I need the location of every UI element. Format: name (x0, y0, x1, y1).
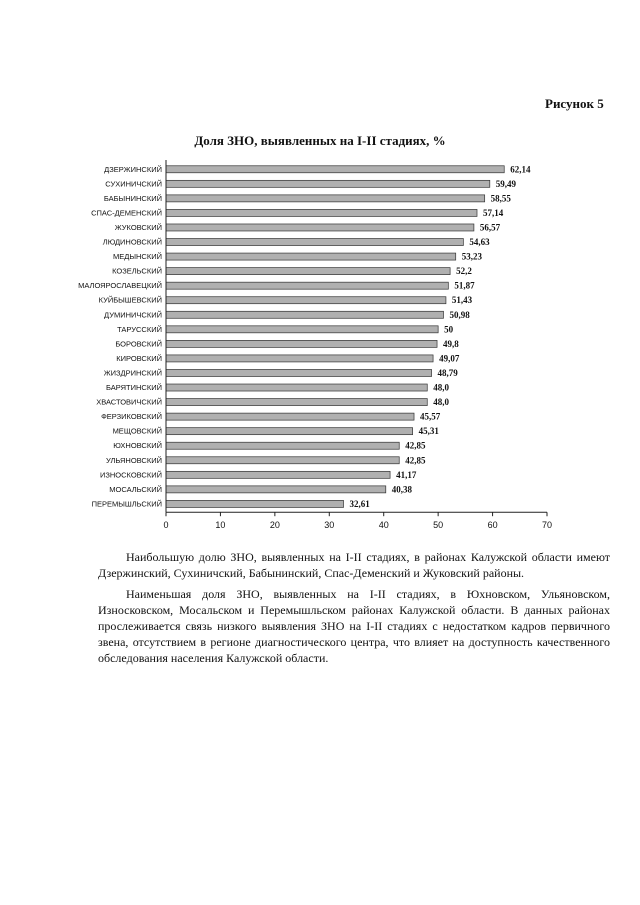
data-label: 48,0 (433, 382, 450, 393)
category-label: ПЕРЕМЫШЛЬСКИЙ (91, 499, 162, 509)
data-label: 62,14 (510, 164, 531, 175)
category-label: УЛЬЯНОВСКИЙ (105, 455, 162, 465)
category-label: ЛЮДИНОВСКИЙ (102, 237, 162, 247)
category-label: СПАС-ДЕМЕНСКИЙ (91, 208, 162, 218)
category-label: БАБЫНИНСКИЙ (103, 193, 162, 203)
bar (166, 195, 485, 202)
bar (166, 253, 456, 260)
bar (166, 180, 490, 187)
bar (166, 457, 399, 464)
bar (166, 355, 433, 362)
data-label: 42,85 (405, 440, 426, 451)
category-label: ИЗНОСКОВСКИЙ (99, 470, 162, 480)
category-label: МЕДЫНСКИЙ (113, 252, 162, 262)
data-label: 42,85 (405, 455, 426, 466)
category-label: ЮХНОВСКИЙ (113, 441, 162, 451)
data-label: 59,49 (495, 178, 517, 189)
bar (166, 486, 386, 493)
data-label: 45,57 (420, 411, 441, 422)
bar (166, 209, 477, 216)
bar (166, 442, 399, 449)
data-label: 48,79 (437, 367, 458, 378)
category-label: ЖИЗДРИНСКИЙ (103, 368, 162, 378)
category-label: ФЕРЗИКОВСКИЙ (101, 412, 162, 422)
category-label: КОЗЕЛЬСКИЙ (112, 266, 162, 276)
data-label: 51,87 (454, 280, 475, 291)
bar-chart (0, 150, 640, 530)
category-label: БОРОВСКИЙ (115, 339, 162, 349)
bar (166, 384, 427, 391)
paragraph-lowest-share: Наименьшая доля ЗНО, выявленных на I-II стадиях, в Юхновском, Ульяновском, Износковском, Мосальском и Перемышльском районах Калужской области. В данных районах прослеживается связь низкого выявления ЗНО на I-II стадиях с недостатком кадров первичного звена, отсутствием в регионе диагностического центра, что влияет на доступность качественного обследования населения Калужской области. (98, 587, 610, 665)
category-label: МАЛОЯРОСЛАВЕЦКИЙ (78, 281, 162, 291)
data-label: 50,98 (449, 309, 470, 320)
category-label: ХВАСТОВИЧСКИЙ (96, 397, 162, 407)
category-label: КИРОВСКИЙ (116, 353, 162, 363)
data-label: 49,07 (439, 353, 460, 364)
bar (166, 340, 437, 347)
x-tick-label: 10 (215, 520, 226, 530)
data-label: 57,14 (483, 207, 504, 218)
bar (166, 166, 504, 173)
bar (166, 326, 438, 333)
bar (166, 268, 450, 275)
bar (166, 399, 427, 406)
bar (166, 471, 390, 478)
x-tick-label: 0 (163, 520, 169, 530)
category-label: БАРЯТИНСКИЙ (106, 383, 162, 393)
bar (166, 224, 474, 231)
category-label: МОСАЛЬСКИЙ (109, 484, 162, 494)
category-label: МЕЩОВСКИЙ (112, 426, 162, 436)
bar (166, 500, 343, 507)
data-label: 40,38 (391, 484, 413, 495)
paragraph-highest-share: Наибольшую долю ЗНО, выявленных на I-II стадиях, в районах Калужской области имеют Дзержинский, Сухиничский, Бабынинский, Спас-Деменский и Жуковский районы. (98, 550, 610, 580)
x-tick-label: 60 (487, 520, 498, 530)
data-label: 41,17 (396, 469, 417, 480)
bar (166, 428, 413, 435)
category-label: ТАРУССКИЙ (117, 324, 162, 334)
data-label: 54,63 (469, 237, 490, 248)
data-label: 56,57 (479, 222, 501, 233)
data-label: 58,55 (490, 193, 511, 204)
data-label: 48,0 (433, 397, 450, 408)
category-label: ДУМИНИЧСКИЙ (104, 310, 162, 320)
x-tick-label: 70 (541, 520, 553, 530)
x-tick-label: 40 (378, 520, 389, 530)
category-label: КУЙБЫШЕВСКИЙ (98, 295, 162, 305)
data-label: 49,8 (443, 338, 459, 349)
figure-label: Рисунок 5 (545, 96, 604, 111)
data-label: 50 (444, 324, 454, 335)
data-label: 45,31 (418, 426, 439, 437)
x-tick-label: 50 (433, 520, 444, 530)
bar (166, 369, 432, 376)
bar (166, 282, 448, 289)
bar (166, 239, 463, 246)
data-label: 51,43 (451, 295, 473, 306)
bar (166, 311, 443, 318)
x-tick-label: 20 (269, 520, 280, 530)
chart-title: Доля ЗНО, выявленных на I-II стадиях, % (194, 133, 446, 148)
category-label: ДЗЕРЖИНСКИЙ (104, 164, 162, 174)
data-label: 52,2 (456, 266, 472, 277)
category-label: ЖУКОВСКИЙ (114, 222, 162, 232)
x-tick-label: 30 (324, 520, 335, 530)
bar (166, 297, 446, 304)
category-label: СУХИНИЧСКИЙ (105, 179, 162, 189)
bar (166, 413, 414, 420)
data-label: 53,23 (461, 251, 482, 262)
data-label: 32,61 (349, 498, 370, 509)
